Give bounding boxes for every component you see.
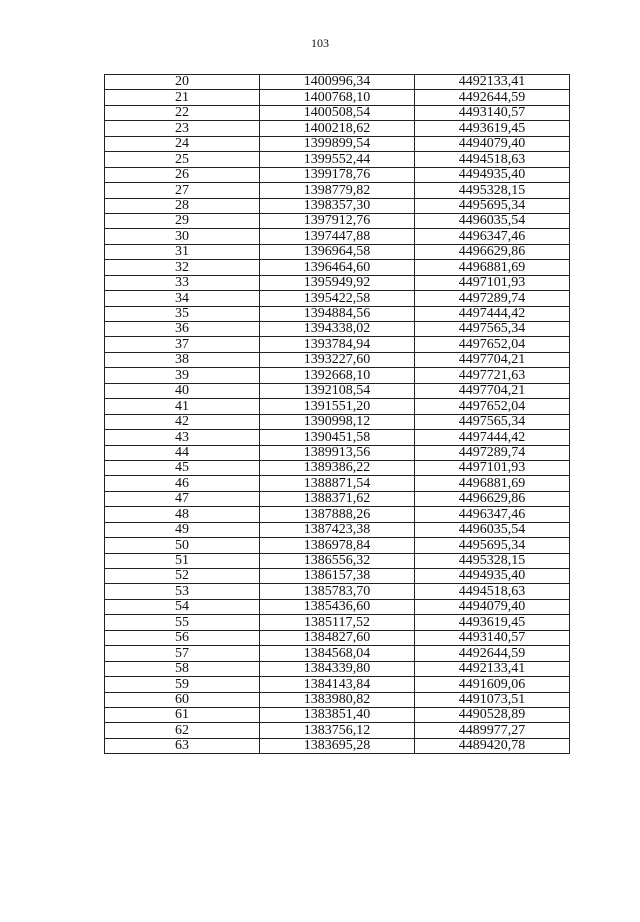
point-number-cell: 29 (105, 213, 260, 228)
point-number-cell: 50 (105, 538, 260, 553)
x-coordinate-cell: 1400996,34 (260, 75, 415, 90)
y-coordinate-cell: 4496629,86 (415, 244, 570, 259)
point-number-cell: 60 (105, 692, 260, 707)
x-coordinate-cell: 1383695,28 (260, 738, 415, 753)
y-coordinate-cell: 4496347,46 (415, 229, 570, 244)
point-number-cell: 42 (105, 414, 260, 429)
table-row (105, 414, 570, 429)
point-number-cell: 26 (105, 167, 260, 182)
y-coordinate-cell: 4497101,93 (415, 460, 570, 475)
table-row (105, 491, 570, 506)
table-row (105, 90, 570, 105)
table-row (105, 152, 570, 167)
point-number-cell: 48 (105, 507, 260, 522)
y-coordinate-cell: 4493619,45 (415, 121, 570, 136)
page-number: 103 (311, 36, 329, 50)
table-row (105, 615, 570, 630)
point-number-cell: 36 (105, 322, 260, 337)
y-coordinate-cell: 4497444,42 (415, 430, 570, 445)
table-row (105, 352, 570, 367)
point-number-cell: 35 (105, 306, 260, 321)
y-coordinate-cell: 4489977,27 (415, 723, 570, 738)
y-coordinate-cell: 4495695,34 (415, 198, 570, 213)
y-coordinate-cell: 4491073,51 (415, 692, 570, 707)
table-row (105, 723, 570, 738)
y-coordinate-cell: 4497565,34 (415, 322, 570, 337)
x-coordinate-cell: 1395422,58 (260, 291, 415, 306)
point-number-cell: 27 (105, 183, 260, 198)
x-coordinate-cell: 1384339,80 (260, 661, 415, 676)
x-coordinate-cell: 1399178,76 (260, 167, 415, 182)
point-number-cell: 45 (105, 460, 260, 475)
y-coordinate-cell: 4496035,54 (415, 213, 570, 228)
point-number-cell: 53 (105, 584, 260, 599)
x-coordinate-cell: 1385436,60 (260, 599, 415, 614)
table-row (105, 75, 570, 90)
table-row (105, 198, 570, 213)
table-row (105, 707, 570, 722)
y-coordinate-cell: 4497721,63 (415, 368, 570, 383)
y-coordinate-cell: 4497444,42 (415, 306, 570, 321)
point-number-cell: 31 (105, 244, 260, 259)
x-coordinate-cell: 1398357,30 (260, 198, 415, 213)
x-coordinate-cell: 1386978,84 (260, 538, 415, 553)
y-coordinate-cell: 4491609,06 (415, 677, 570, 692)
table-row (105, 229, 570, 244)
table-row (105, 399, 570, 414)
table-row (105, 445, 570, 460)
table-row (105, 460, 570, 475)
x-coordinate-cell: 1395949,92 (260, 275, 415, 290)
table-row (105, 291, 570, 306)
y-coordinate-cell: 4494079,40 (415, 136, 570, 151)
point-number-cell: 57 (105, 646, 260, 661)
x-coordinate-cell: 1398779,82 (260, 183, 415, 198)
point-number-cell: 59 (105, 677, 260, 692)
table-row (105, 522, 570, 537)
x-coordinate-cell: 1394884,56 (260, 306, 415, 321)
point-number-cell: 33 (105, 275, 260, 290)
point-number-cell: 37 (105, 337, 260, 352)
y-coordinate-cell: 4493140,57 (415, 105, 570, 120)
table-row (105, 322, 570, 337)
point-number-cell: 41 (105, 399, 260, 414)
table-row (105, 599, 570, 614)
x-coordinate-cell: 1400508,54 (260, 105, 415, 120)
point-number-cell: 30 (105, 229, 260, 244)
x-coordinate-cell: 1392108,54 (260, 383, 415, 398)
point-number-cell: 28 (105, 198, 260, 213)
table-row (105, 183, 570, 198)
y-coordinate-cell: 4494518,63 (415, 152, 570, 167)
y-coordinate-cell: 4493619,45 (415, 615, 570, 630)
table-row (105, 553, 570, 568)
x-coordinate-cell: 1396964,58 (260, 244, 415, 259)
x-coordinate-cell: 1394338,02 (260, 322, 415, 337)
table-row (105, 306, 570, 321)
point-number-cell: 54 (105, 599, 260, 614)
point-number-cell: 38 (105, 352, 260, 367)
point-number-cell: 22 (105, 105, 260, 120)
table-row (105, 337, 570, 352)
table-row (105, 260, 570, 275)
table-row (105, 275, 570, 290)
point-number-cell: 23 (105, 121, 260, 136)
y-coordinate-cell: 4497289,74 (415, 445, 570, 460)
table-row (105, 121, 570, 136)
point-number-cell: 49 (105, 522, 260, 537)
y-coordinate-cell: 4497652,04 (415, 399, 570, 414)
point-number-cell: 56 (105, 630, 260, 645)
x-coordinate-cell: 1399899,54 (260, 136, 415, 151)
y-coordinate-cell: 4495328,15 (415, 553, 570, 568)
point-number-cell: 63 (105, 738, 260, 753)
point-number-cell: 34 (105, 291, 260, 306)
y-coordinate-cell: 4496881,69 (415, 476, 570, 491)
x-coordinate-cell: 1390998,12 (260, 414, 415, 429)
table-row (105, 368, 570, 383)
y-coordinate-cell: 4496035,54 (415, 522, 570, 537)
y-coordinate-cell: 4496629,86 (415, 491, 570, 506)
y-coordinate-cell: 4497565,34 (415, 414, 570, 429)
x-coordinate-cell: 1396464,60 (260, 260, 415, 275)
y-coordinate-cell: 4494518,63 (415, 584, 570, 599)
y-coordinate-cell: 4494935,40 (415, 569, 570, 584)
x-coordinate-cell: 1397447,88 (260, 229, 415, 244)
y-coordinate-cell: 4497289,74 (415, 291, 570, 306)
table-row (105, 244, 570, 259)
table-row (105, 692, 570, 707)
table-row (105, 677, 570, 692)
coordinates-table (104, 74, 570, 754)
x-coordinate-cell: 1384143,84 (260, 677, 415, 692)
table-row (105, 213, 570, 228)
x-coordinate-cell: 1383851,40 (260, 707, 415, 722)
table-row (105, 383, 570, 398)
y-coordinate-cell: 4489420,78 (415, 738, 570, 753)
x-coordinate-cell: 1388871,54 (260, 476, 415, 491)
point-number-cell: 62 (105, 723, 260, 738)
table-row (105, 630, 570, 645)
point-number-cell: 58 (105, 661, 260, 676)
x-coordinate-cell: 1389913,56 (260, 445, 415, 460)
point-number-cell: 24 (105, 136, 260, 151)
y-coordinate-cell: 4492644,59 (415, 90, 570, 105)
y-coordinate-cell: 4492644,59 (415, 646, 570, 661)
x-coordinate-cell: 1383980,82 (260, 692, 415, 707)
point-number-cell: 43 (105, 430, 260, 445)
y-coordinate-cell: 4497101,93 (415, 275, 570, 290)
x-coordinate-cell: 1387423,38 (260, 522, 415, 537)
x-coordinate-cell: 1384568,04 (260, 646, 415, 661)
point-number-cell: 21 (105, 90, 260, 105)
x-coordinate-cell: 1385783,70 (260, 584, 415, 599)
x-coordinate-cell: 1391551,20 (260, 399, 415, 414)
point-number-cell: 20 (105, 75, 260, 90)
table-row (105, 584, 570, 599)
table-row (105, 136, 570, 151)
x-coordinate-cell: 1390451,58 (260, 430, 415, 445)
x-coordinate-cell: 1397912,76 (260, 213, 415, 228)
y-coordinate-cell: 4494079,40 (415, 599, 570, 614)
y-coordinate-cell: 4495695,34 (415, 538, 570, 553)
x-coordinate-cell: 1385117,52 (260, 615, 415, 630)
table-row (105, 167, 570, 182)
table-row (105, 738, 570, 753)
table-row (105, 105, 570, 120)
point-number-cell: 39 (105, 368, 260, 383)
table-row (105, 661, 570, 676)
x-coordinate-cell: 1392668,10 (260, 368, 415, 383)
y-coordinate-cell: 4497652,04 (415, 337, 570, 352)
table-row (105, 538, 570, 553)
coordinates-table-body (105, 75, 570, 754)
point-number-cell: 47 (105, 491, 260, 506)
y-coordinate-cell: 4496881,69 (415, 260, 570, 275)
table-row (105, 569, 570, 584)
table-row (105, 430, 570, 445)
y-coordinate-cell: 4492133,41 (415, 75, 570, 90)
y-coordinate-cell: 4494935,40 (415, 167, 570, 182)
table-row (105, 507, 570, 522)
x-coordinate-cell: 1383756,12 (260, 723, 415, 738)
point-number-cell: 46 (105, 476, 260, 491)
point-number-cell: 32 (105, 260, 260, 275)
point-number-cell: 61 (105, 707, 260, 722)
x-coordinate-cell: 1400218,62 (260, 121, 415, 136)
x-coordinate-cell: 1399552,44 (260, 152, 415, 167)
point-number-cell: 51 (105, 553, 260, 568)
y-coordinate-cell: 4497704,21 (415, 352, 570, 367)
y-coordinate-cell: 4496347,46 (415, 507, 570, 522)
point-number-cell: 25 (105, 152, 260, 167)
y-coordinate-cell: 4490528,89 (415, 707, 570, 722)
point-number-cell: 40 (105, 383, 260, 398)
x-coordinate-cell: 1393227,60 (260, 352, 415, 367)
y-coordinate-cell: 4493140,57 (415, 630, 570, 645)
table-row (105, 646, 570, 661)
x-coordinate-cell: 1388371,62 (260, 491, 415, 506)
point-number-cell: 52 (105, 569, 260, 584)
y-coordinate-cell: 4497704,21 (415, 383, 570, 398)
x-coordinate-cell: 1387888,26 (260, 507, 415, 522)
x-coordinate-cell: 1386556,32 (260, 553, 415, 568)
x-coordinate-cell: 1400768,10 (260, 90, 415, 105)
x-coordinate-cell: 1384827,60 (260, 630, 415, 645)
y-coordinate-cell: 4495328,15 (415, 183, 570, 198)
point-number-cell: 44 (105, 445, 260, 460)
x-coordinate-cell: 1393784,94 (260, 337, 415, 352)
y-coordinate-cell: 4492133,41 (415, 661, 570, 676)
x-coordinate-cell: 1386157,38 (260, 569, 415, 584)
table-row (105, 476, 570, 491)
x-coordinate-cell: 1389386,22 (260, 460, 415, 475)
point-number-cell: 55 (105, 615, 260, 630)
